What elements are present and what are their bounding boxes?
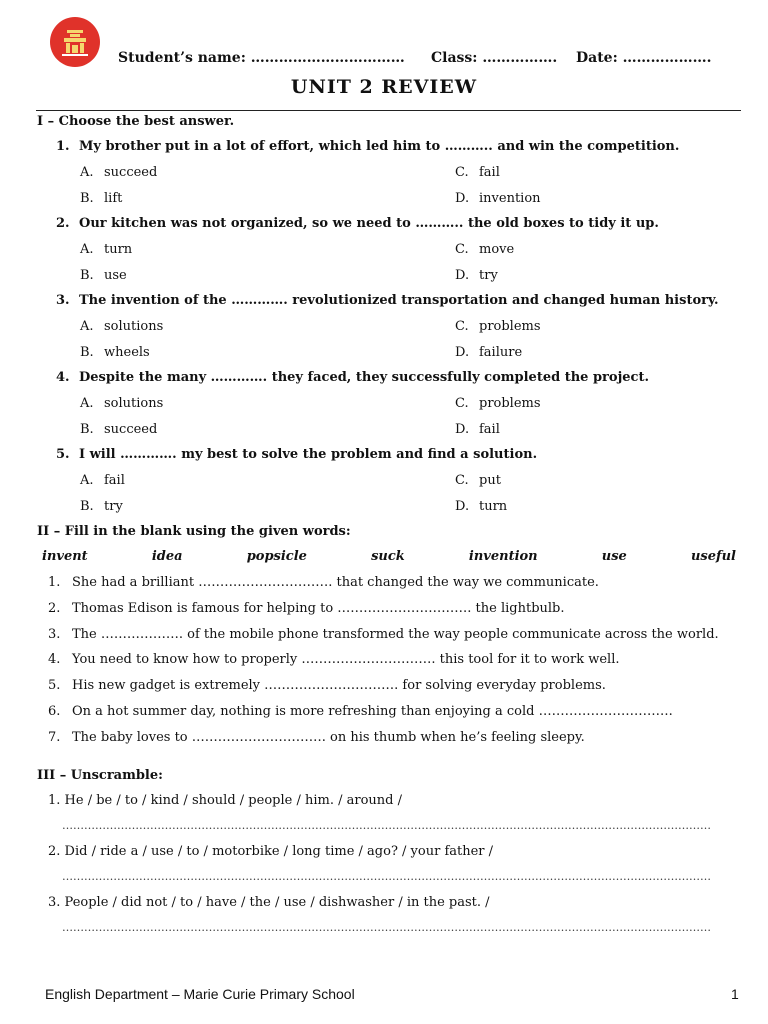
option-d: [455, 268, 498, 283]
option-text: fail: [104, 473, 125, 488]
question-3: [56, 293, 746, 308]
option-d: [455, 191, 541, 206]
option-a: [80, 165, 157, 180]
question-number: 5.: [56, 447, 70, 462]
fill-item-number: 2.: [48, 600, 61, 616]
option-text: problems: [479, 319, 541, 334]
section-2-heading: II – Fill in the blank using the given words:: [37, 524, 351, 539]
word-bank-item: popsicle: [246, 549, 307, 564]
option-text: lift: [104, 191, 123, 206]
fill-item-text: She had a brilliant …………………………. that changed the way we communicate.: [72, 575, 599, 590]
header-divider: [36, 110, 741, 111]
option-b: [80, 422, 157, 437]
option-letter: B.: [80, 345, 94, 360]
option-d: [455, 499, 507, 514]
school-logo: [50, 17, 100, 67]
fill-item-number: 6.: [48, 704, 61, 719]
question-text: I will …………. my best to solve the problem and find a solution.: [79, 447, 538, 462]
option-text: problems: [479, 396, 541, 411]
option-c: [455, 473, 501, 488]
fill-item-text: Thomas Edison is famous for helping to …………………………. the lightbulb.: [72, 600, 565, 616]
option-letter: A.: [80, 396, 94, 411]
footer-text: English Department – Marie Curie Primary School: [45, 986, 355, 1002]
option-a: [80, 242, 132, 257]
option-letter: B.: [80, 191, 94, 206]
option-d: [455, 422, 500, 437]
question-text: The invention of the …………. revolutionized transportation and changed human history.: [79, 293, 719, 308]
section-1-heading: I – Choose the best answer.: [37, 114, 235, 129]
question-number: 2.: [56, 216, 70, 231]
fill-item-number: 5.: [48, 678, 61, 694]
fill-item-text: His new gadget is extremely …………………………. for solving everyday problems.: [72, 678, 606, 694]
word-bank-item: suck: [371, 549, 405, 564]
option-text: use: [104, 268, 127, 283]
option-letter: B.: [80, 268, 94, 283]
fill-item-text: You need to know how to properly …………………………. this tool for it to work well.: [72, 652, 620, 668]
page-title: UNIT 2 REVIEW: [290, 76, 478, 98]
fill-item-1: [48, 575, 599, 590]
unscramble-item-3: 3. People / did not / to / have / the / use / dishwasher / in the past. /: [48, 895, 490, 910]
option-text: move: [479, 242, 515, 257]
word-bank-item: invent: [42, 549, 88, 564]
option-b: [80, 499, 123, 514]
option-text: try: [479, 268, 498, 283]
option-b: [80, 191, 122, 206]
class-label: Class: …………….: [431, 50, 558, 66]
unscramble-item-2: 2. Did / ride a / use / to / motorbike / long time / ago? / your father /: [48, 844, 494, 859]
fill-item-number: 3.: [48, 626, 61, 642]
option-text: invention: [479, 191, 541, 206]
option-b: [80, 268, 127, 283]
option-text: succeed: [104, 165, 158, 180]
student-name-label: Student’s name: ……………………………: [118, 50, 405, 66]
option-letter: C.: [455, 396, 469, 411]
option-letter: D.: [455, 191, 470, 206]
option-text: turn: [479, 499, 508, 514]
option-letter: D.: [455, 422, 470, 437]
option-letter: D.: [455, 345, 470, 360]
option-c: [455, 319, 541, 334]
answer-line: ……………………………………………………………………………………………………………………………………………………………: [62, 921, 711, 934]
option-d: [455, 345, 522, 360]
question-5: [56, 447, 746, 462]
option-letter: A.: [80, 165, 94, 180]
option-letter: C.: [455, 165, 469, 180]
fill-item-text: The ………………. of the mobile phone transformed the way people communicate across the world.: [72, 626, 719, 642]
question-number: 1.: [56, 139, 70, 154]
option-text: try: [104, 499, 123, 514]
answer-line: ……………………………………………………………………………………………………………………………………………………………: [62, 870, 711, 883]
option-a: [80, 473, 125, 488]
option-c: [455, 242, 514, 257]
question-2: [56, 216, 746, 231]
word-bank-item: idea: [151, 549, 183, 564]
option-text: turn: [104, 242, 133, 257]
fill-item-3: [48, 627, 719, 642]
fill-item-6: [48, 704, 673, 719]
option-letter: A.: [80, 319, 94, 334]
option-letter: D.: [455, 499, 470, 514]
option-letter: C.: [455, 242, 469, 257]
option-letter: C.: [455, 473, 469, 488]
fill-item-7: [48, 730, 585, 745]
question-number: 4.: [56, 370, 70, 385]
word-bank-item: use: [601, 549, 627, 564]
section-3-heading: III – Unscramble:: [37, 768, 163, 783]
fill-item-number: 1.: [48, 575, 61, 590]
option-text: fail: [479, 422, 500, 437]
fill-item-2: [48, 601, 565, 616]
question-1: [56, 139, 746, 154]
answer-line: ……………………………………………………………………………………………………………………………………………………………: [62, 819, 711, 832]
word-bank-item: useful: [690, 549, 736, 564]
option-letter: A.: [80, 473, 94, 488]
option-text: solutions: [104, 319, 164, 334]
option-letter: C.: [455, 319, 469, 334]
option-text: put: [479, 473, 501, 488]
word-bank-item: invention: [468, 549, 538, 564]
option-c: [455, 165, 500, 180]
option-letter: A.: [80, 242, 94, 257]
unscramble-item-1: 1. He / be / to / kind / should / people / him. / around /: [48, 793, 402, 808]
fill-item-4: [48, 652, 620, 667]
word-bank: [42, 549, 736, 564]
option-b: [80, 345, 150, 360]
option-letter: B.: [80, 422, 94, 437]
fill-item-text: The baby loves to …………………………. on his thumb when he’s feeling sleepy.: [72, 729, 585, 745]
fill-item-text: On a hot summer day, nothing is more refreshing than enjoying a cold ………………………….: [72, 704, 673, 719]
option-text: fail: [479, 165, 500, 180]
option-letter: B.: [80, 499, 94, 514]
option-text: failure: [479, 345, 523, 360]
fill-item-5: [48, 678, 606, 693]
question-4: [56, 370, 746, 385]
fill-item-number: 4.: [48, 652, 61, 668]
fill-item-number: 7.: [48, 729, 61, 745]
option-letter: D.: [455, 268, 470, 283]
option-text: succeed: [104, 422, 158, 437]
option-a: [80, 319, 163, 334]
question-text: My brother put in a lot of effort, which led him to ……….. and win the competition.: [79, 139, 680, 154]
question-text: Our kitchen was not organized, so we need to ……….. the old boxes to tidy it up.: [79, 216, 659, 231]
page-number: 1: [731, 986, 739, 1002]
question-number: 3.: [56, 293, 70, 308]
option-text: solutions: [104, 396, 164, 411]
question-text: Despite the many …………. they faced, they successfully completed the project.: [79, 370, 649, 385]
option-a: [80, 396, 163, 411]
option-c: [455, 396, 541, 411]
date-label: Date: ……………….: [576, 50, 712, 66]
option-text: wheels: [104, 345, 150, 360]
